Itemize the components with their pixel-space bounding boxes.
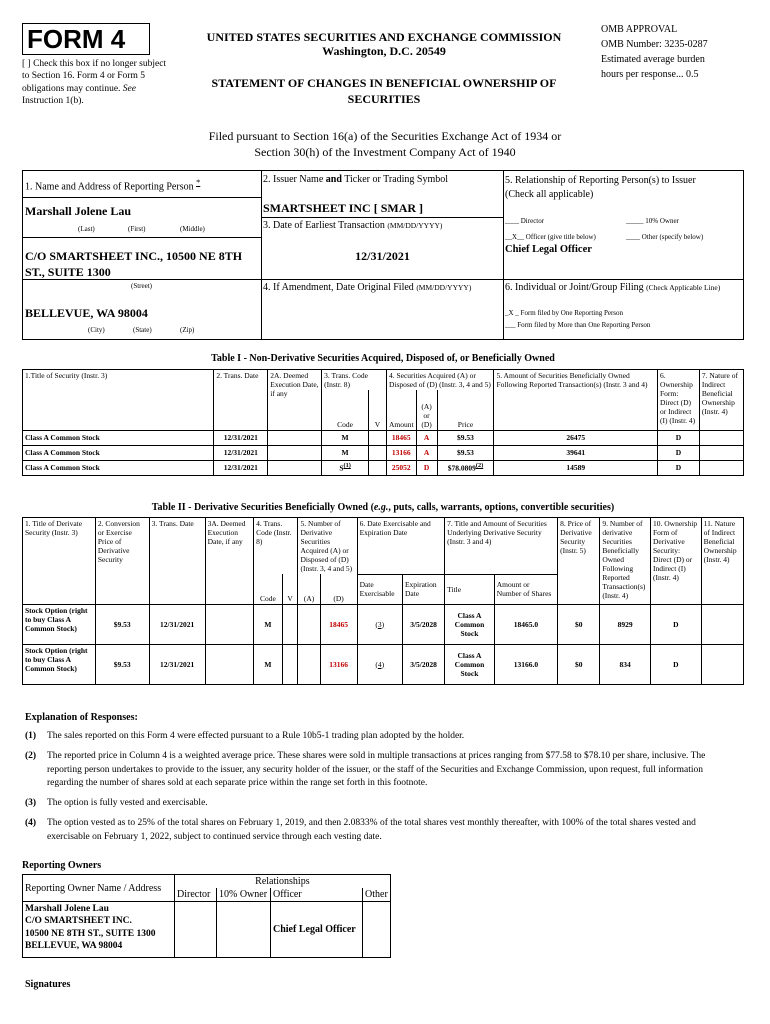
officer-title: Chief Legal Officer xyxy=(505,244,592,255)
derivative-table xyxy=(22,517,744,685)
signatures-heading: Signatures xyxy=(25,979,71,990)
owned-following: 39641 xyxy=(494,445,658,460)
ownership-form: D xyxy=(657,460,699,475)
amount: 13166 xyxy=(386,445,416,460)
last-label: (Last) xyxy=(78,225,95,233)
reporting-person-street: C/O SMARTSHEET INC., 10500 NE 8TH ST., SUITE 1300 xyxy=(25,249,243,279)
table2-row xyxy=(23,644,744,684)
box4-label: 4. If Amendment, Date Original Filed (MM/DD/YYYY) xyxy=(263,282,472,293)
ro-col-relationships: Relationships xyxy=(175,875,391,889)
owned-following: 14589 xyxy=(494,460,658,475)
underlying-title: Class A Common Stock xyxy=(445,644,495,684)
explanation-item: (2) The reported price in Column 4 is a weighted average price. These shares were sold in multiple transactions at prices ranging from $77.58 to $78.10 per share, inclusive. The reporting person undertakes to provide to the issuer, any security holder of the issuer, or the staff of the Securities and Exchange Commission, upon request, full information regarding the number of shares sold at each separate price within the range set forth in this footnote. xyxy=(25,750,706,789)
transaction-code: M xyxy=(322,445,369,460)
ten-percent-check: _____ 10% Owner xyxy=(626,217,679,225)
ro-row xyxy=(23,902,391,958)
date-exercisable-footnote[interactable]: (3) xyxy=(357,604,402,644)
checkbox-note: [ ] Check this box if no longer subject to Section 16. Form 4 or Form 5 obligations may continue. See Instruction 1(b). xyxy=(22,59,167,107)
amount: 25052 xyxy=(386,460,416,475)
security-title: Class A Common Stock xyxy=(23,460,214,475)
date-exercisable-footnote[interactable]: (4) xyxy=(357,644,402,684)
ro-col-name: Reporting Owner Name / Address xyxy=(23,875,175,902)
explanation-item: (4) The option vested as to 25% of the total shares on February 1, 2019, and then 2.0833% of the total shares vest monthly thereafter, with 100% of the total shares vested and exercisable on February 1, 2022, subject to continued service through each vesting date. xyxy=(25,817,696,842)
non-derivative-table xyxy=(22,369,744,476)
earliest-transaction-date: 12/31/2021 xyxy=(355,249,410,263)
t1-col-acquired: 4. Securities Acquired (A) or Disposed of (D) (Instr. 3, 4 and 5) xyxy=(386,370,493,391)
filed-pursuant: Filed pursuant to Section 16(a) of the Securities Exchange Act of 1934 or Section 30(h) of the Investment Company Act of 1940 xyxy=(208,129,562,160)
security-title: Class A Common Stock xyxy=(23,445,214,460)
table1-title: Table I - Non-Derivative Securities Acquired, Disposed of, or Beneficially Owned xyxy=(211,353,555,364)
expiration-date: 3/5/2028 xyxy=(402,604,444,644)
zip-label: (Zip) xyxy=(180,326,195,334)
reporting-owners-heading: Reporting Owners xyxy=(22,860,102,871)
price: $9.53 xyxy=(437,445,494,460)
transaction-date: 12/31/2021 xyxy=(214,460,268,475)
t1-col-form: 6. Ownership Form: Direct (D) or Indirect (I) (Instr. 4) xyxy=(657,370,699,431)
owned-following: 8929 xyxy=(600,604,651,644)
box5-label: 5. Relationship of Reporting Person(s) to Issuer (Check all applicable) xyxy=(505,175,696,200)
table2-subheader-row: Code V (A) (D) Date Exercisable Expiration Date Title Amount or Number of Shares xyxy=(23,574,744,604)
ro-officer-title: Chief Legal Officer xyxy=(271,902,363,958)
explanation-list xyxy=(25,730,730,850)
reporting-person-name: Marshall Jolene Lau xyxy=(25,204,132,218)
transaction-code: M xyxy=(254,644,283,684)
street-label: (Street) xyxy=(131,282,152,290)
table2-header-row: 1. Title of Derivate Security (Instr. 3) 2. Conversion or Exercise Price of Derivative Security 3. Trans. Date 3A. Deemed Execution Date, if any 4. Trans. Code (Instr. 8) 5. Number of Derivative Securities Acquired (A) or Disposed of (D) (Instr. 3, 4 and 5) 6. Date Exercisable and Expiration Date 7. Title and Amount of Securities Underlying Derivative Security (Instr. 3 and 4) 8. Price of Derivative Security (Instr. 5) 9. Number of derivative Securities Beneficially Owned Following Reported Transaction(s) (Instr. 4) 10. Ownership Form of Derivative Security: Direct (D) or Indirect (I) (Instr. 4) 11. Nature of Indirect Beneficial Ownership (Instr. 4) xyxy=(23,518,744,575)
transaction-date: 12/31/2021 xyxy=(214,430,268,445)
table1-row xyxy=(23,445,744,460)
footnote-ref[interactable]: (2) xyxy=(475,462,484,470)
first-label: (First) xyxy=(128,225,146,233)
transaction-code: M xyxy=(254,604,283,644)
state-label: (State) xyxy=(133,326,152,334)
table1-row xyxy=(23,430,744,445)
transaction-code: $S^{(1)}$ xyxy=(322,460,369,475)
underlying-amount: 18465.0 xyxy=(494,604,557,644)
box3-label: 3. Date of Earliest Transaction (MM/DD/YYYY) xyxy=(263,220,443,231)
middle-label: (Middle) xyxy=(180,225,205,233)
ownership-form: D xyxy=(651,604,702,644)
ro-col-ten: 10% Owner xyxy=(217,888,271,902)
statement-title: STATEMENT OF CHANGES IN BENEFICIAL OWNERSHIP OF SECURITIES xyxy=(211,76,557,107)
t1-col-date: 2. Trans. Date xyxy=(214,370,268,431)
price: $9.53 xyxy=(437,430,494,445)
acquired-disposed: A xyxy=(416,430,437,445)
ownership-form: D xyxy=(651,644,702,684)
derivative-price: $0 xyxy=(558,644,600,684)
transaction-date: 12/31/2021 xyxy=(214,445,268,460)
explanation-heading: Explanation of Responses: xyxy=(25,712,138,723)
officer-check: __X__ Officer (give title below) xyxy=(505,233,596,241)
ro-owner-address: Marshall Jolene Lau C/O SMARTSHEET INC. 10500 NE 8TH ST., SUITE 1300 BELLEVUE, WA 98004 xyxy=(23,902,175,958)
top-info-section xyxy=(22,170,744,340)
owned-following: 834 xyxy=(600,644,651,684)
derivative-title: Stock Option (right to buy Class A Common Stock) xyxy=(23,604,96,644)
derivative-price: $0 xyxy=(558,604,600,644)
explanation-item: (3) The option is fully vested and exercisable. xyxy=(25,798,208,809)
ro-col-director: Director xyxy=(175,888,217,902)
filing-one-person: _X _ Form filed by One Reporting Person xyxy=(505,309,624,317)
box2-label: 2. Issuer Name and Ticker or Trading Symbol xyxy=(263,174,449,185)
expiration-date: 3/5/2028 xyxy=(402,644,444,684)
amount: 18465 xyxy=(386,430,416,445)
table2-title: Table II - Derivative Securities Beneficially Owned (e.g., puts, calls, warrants, options, convertible securities) xyxy=(151,502,615,513)
acquired-disposed: D xyxy=(416,460,437,475)
box6-label: 6. Individual or Joint/Group Filing (Check Applicable Line) xyxy=(505,282,721,293)
form-title: FORM 4 xyxy=(27,24,126,54)
agency-name: UNITED STATES SECURITIES AND EXCHANGE COMMISSION Washington, D.C. 20549 xyxy=(206,30,562,59)
conversion-price: $9.53 xyxy=(95,604,149,644)
ownership-form: D xyxy=(657,445,699,460)
disposed-amount: 13166 xyxy=(320,644,357,684)
conversion-price: $9.53 xyxy=(95,644,149,684)
filing-more-persons: ___ Form filed by More than One Reporting Person xyxy=(505,321,651,329)
t1-col-code: 3. Trans. Code (Instr. 8) xyxy=(322,370,387,391)
director-check: ____ Director xyxy=(505,217,545,225)
underlying-title: Class A Common Stock xyxy=(445,604,495,644)
box1-label: 1. Name and Address of Reporting Person * xyxy=(25,178,201,193)
security-title: Class A Common Stock xyxy=(23,430,214,445)
issuer-name: SMARTSHEET INC [ SMAR ] xyxy=(263,201,424,215)
derivative-title: Stock Option (right to buy Class A Common Stock) xyxy=(23,644,96,684)
transaction-date: 12/31/2021 xyxy=(149,644,205,684)
owned-following: 26475 xyxy=(494,430,658,445)
transaction-code: M xyxy=(322,430,369,445)
t1-col-owned: 5. Amount of Securities Beneficially Owned Following Reported Transaction(s) (Instr. 3 and 4) xyxy=(494,370,658,431)
ro-col-officer: Officer xyxy=(271,888,363,902)
reporting-owners-table xyxy=(22,874,391,958)
table1-header-row xyxy=(23,370,744,391)
ro-col-other: Other xyxy=(363,888,391,902)
t1-col-deemed: 2A. Deemed Execution Date, if any xyxy=(268,370,322,431)
footnote-ref[interactable]: (1) xyxy=(343,462,351,470)
transaction-date: 12/31/2021 xyxy=(149,604,205,644)
underlying-amount: 13166.0 xyxy=(494,644,557,684)
reporting-person-city: BELLEVUE, WA 98004 xyxy=(25,306,148,320)
table1-subheader-row: Code V Amount (A) or (D) Price xyxy=(23,390,744,430)
price: $78.0809$^{(2)}$ xyxy=(437,460,494,475)
form-title-box xyxy=(22,23,150,55)
table1-row xyxy=(23,460,744,475)
t1-col-nature: 7. Nature of Indirect Beneficial Ownership (Instr. 4) xyxy=(699,370,743,431)
disposed-amount: 18465 xyxy=(320,604,357,644)
omb-approval: OMB APPROVAL OMB Number: 3235-0287 Estimated average burden hours per response... 0.5 xyxy=(601,24,708,80)
t1-col-title: 1.Title of Security (Instr. 3) xyxy=(23,370,214,431)
table2-row xyxy=(23,604,744,644)
city-label: (City) xyxy=(88,326,105,334)
ownership-form: D xyxy=(657,430,699,445)
explanation-item: (1) The sales reported on this Form 4 were effected pursuant to a Rule 10b5-1 trading plan adopted by the holder. xyxy=(25,731,465,741)
acquired-disposed: A xyxy=(416,445,437,460)
other-check: ____ Other (specify below) xyxy=(626,233,704,241)
